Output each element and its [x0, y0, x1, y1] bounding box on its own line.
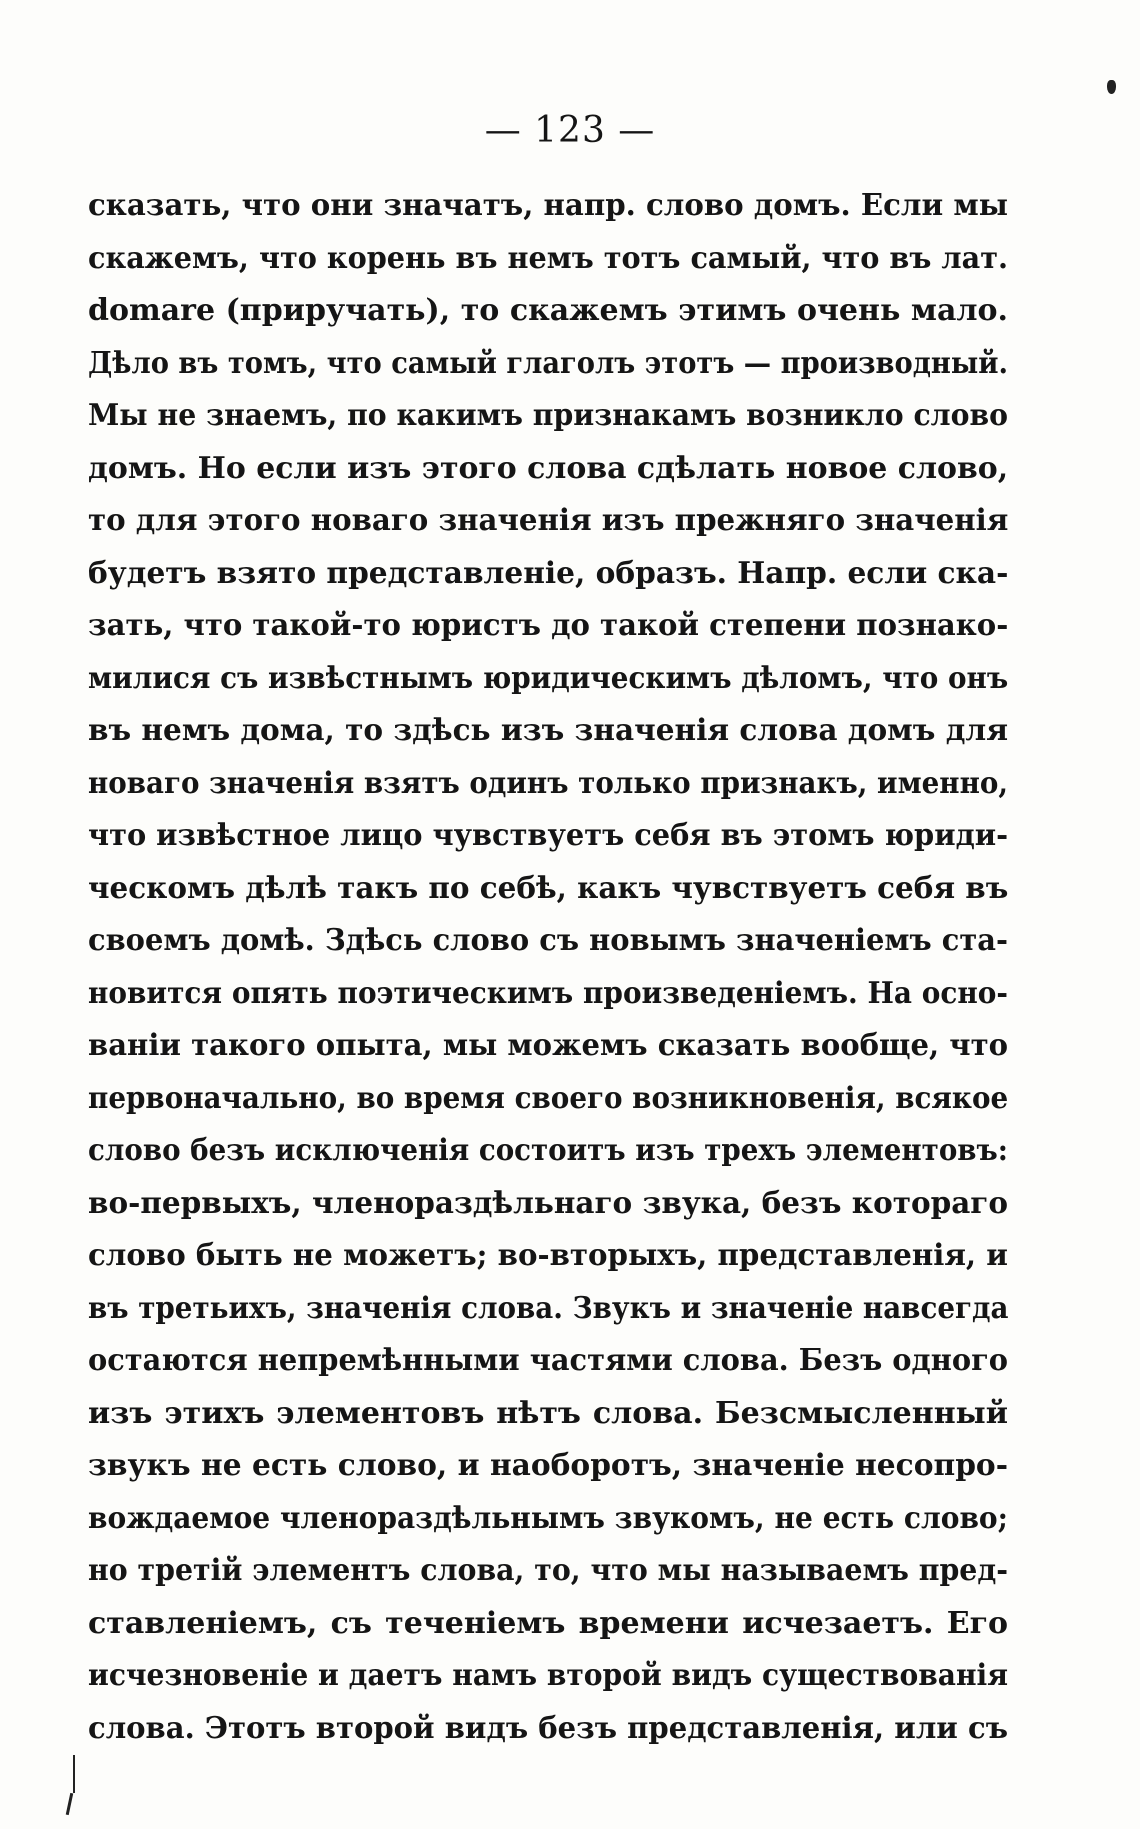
text-line: сказать, что они значатъ, напр. слово домъ. Если мы [88, 188, 1008, 223]
page-number: — 123 — [484, 110, 656, 151]
text-line: исчезновеніе и даетъ намъ второй видъ существованія [88, 1658, 1008, 1693]
text-line: то для этого новаго значенія изъ прежняго значенія [88, 503, 1009, 538]
text-line: во-первыхъ, членораздѣльнаго звука, безъ котораго [88, 1185, 1008, 1221]
text-line: ставленіемъ, съ теченіемъ времени исчезаетъ. Его [88, 1605, 1008, 1641]
ink-spot [1107, 80, 1116, 94]
text-line: ческомъ дѣлѣ такъ по себѣ, какъ чувствуетъ себя въ [88, 870, 1009, 906]
text-line: Дѣло въ томъ, что самый глаголъ этотъ — производный. [88, 345, 1009, 381]
pencil-mark [73, 1755, 75, 1793]
text-line: въ третьихъ, значенія слова. Звукъ и значеніе навсегда [88, 1290, 1009, 1326]
text-line: domare (приручать), то скажемъ этимъ очень мало. [88, 293, 1008, 328]
pencil-mark [66, 1793, 74, 1815]
text-line: слово быть не можетъ; во-вторыхъ, представленія, и [88, 1238, 1008, 1273]
text-line: милися съ извѣстнымъ юридическимъ дѣломъ, что онъ [88, 660, 1009, 696]
body-text [88, 180, 1008, 1755]
text-line: слова. Этотъ второй видъ безъ представленія, или съ [88, 1710, 1008, 1746]
text-line: первоначально, во время своего возникновенія, всякое [88, 1080, 1009, 1116]
text-line: Мы не знаемъ, по какимъ признакамъ возникло слово [88, 398, 1008, 433]
text-line: слово безъ исключенія состоитъ изъ трехъ элементовъ: [88, 1133, 1008, 1168]
text-line: зать, что такой-то юристъ до такой степени познако- [88, 608, 1009, 643]
text-line: но третій элементъ слова, то, что мы называемъ пред- [88, 1553, 1009, 1588]
text-line: новится опять поэтическимъ произведеніемъ. На осно- [88, 975, 1008, 1011]
text-line: изъ этихъ элементовъ нѣтъ слова. Безсмысленный [88, 1395, 1008, 1431]
text-line: что извѣстное лицо чувствуетъ себя въ этомъ юриди- [88, 818, 1009, 853]
text-line: въ немъ дома, то здѣсь изъ значенія слова домъ для [88, 713, 1008, 748]
text-line: домъ. Но если изъ этого слова сдѣлать новое слово, [88, 450, 1009, 486]
text-line: новаго значенія взятъ одинъ только признакъ, именно, [88, 765, 1008, 801]
text-line: ваніи такого опыта, мы можемъ сказать вообще, что [88, 1028, 1008, 1063]
text-line: скажемъ, что корень въ немъ тотъ самый, что въ лат. [88, 240, 1008, 276]
text-line: остаются непремѣнными частями слова. Безъ одного [88, 1343, 1008, 1378]
text-line: звукъ не есть слово, и наоборотъ, значеніе несопро- [88, 1448, 1008, 1483]
text-line: вождаемое членораздѣльнымъ звукомъ, не есть слово; [88, 1500, 1008, 1536]
text-line: будетъ взято представленіе, образъ. Напр. если ска- [88, 555, 1009, 591]
text-line: своемъ домѣ. Здѣсь слово съ новымъ значеніемъ ста- [88, 923, 1008, 958]
